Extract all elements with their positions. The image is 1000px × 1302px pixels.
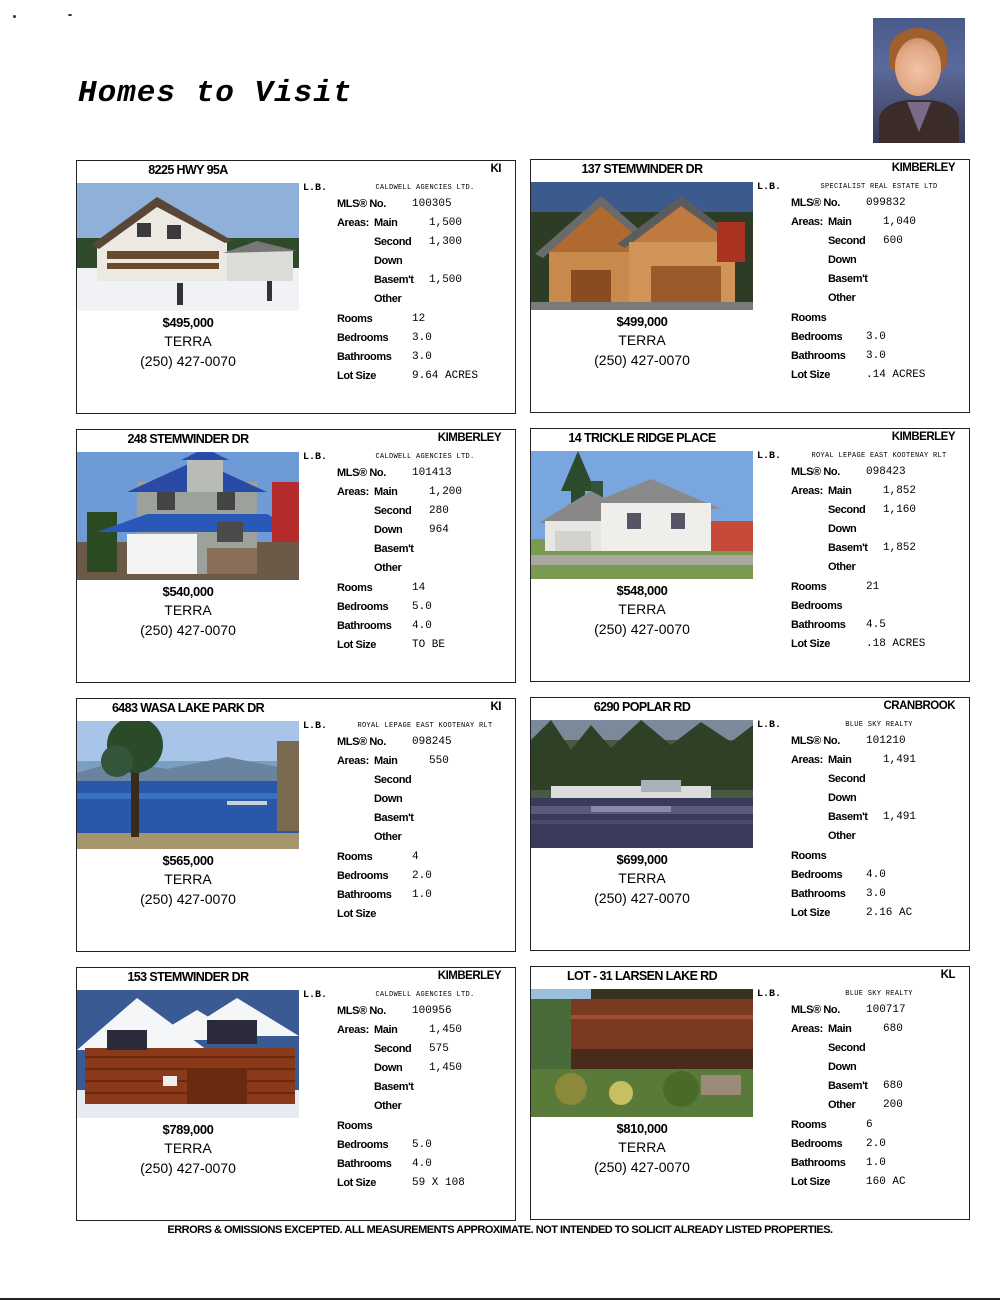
rooms-label: Rooms (791, 850, 827, 862)
bedrooms-value: 2.0 (866, 1138, 886, 1150)
mls-label: MLS® No. (791, 1004, 840, 1016)
other-label: Other (374, 293, 402, 305)
basement-value: 1,491 (883, 811, 917, 823)
mls-value: 098245 (412, 736, 452, 748)
mls-label: MLS® No. (337, 467, 386, 479)
listing-area: KIMBERLEY (891, 431, 955, 443)
listing-price: $499,000 (616, 314, 668, 329)
listing-broker-value: CALDWELL AGENCIES LTD. (375, 991, 475, 999)
second-label: Second (374, 505, 412, 517)
listing-address: 248 STEMWINDER DR (127, 432, 249, 446)
brokerage-name: TERRA (164, 602, 212, 618)
second-value: 600 (883, 235, 903, 247)
main-value: 1,491 (883, 754, 917, 766)
bathrooms-value: 4.5 (866, 619, 886, 631)
bedrooms-label: Bedrooms (791, 331, 843, 343)
second-label: Second (828, 504, 866, 516)
listing-card (76, 698, 516, 952)
bathrooms-label: Bathrooms (791, 1157, 846, 1169)
listing-address: 6483 WASA LAKE PARK DR (111, 701, 265, 715)
main-value: 1,450 (429, 1024, 463, 1036)
lot-value: 59 X 108 (412, 1177, 465, 1189)
second-value: 575 (429, 1043, 449, 1055)
listing-area: KI (490, 701, 501, 713)
listing-photo (531, 720, 753, 848)
brokerage-phone: (250) 427-0070 (140, 353, 236, 369)
listing-broker-value: CALDWELL AGENCIES LTD. (375, 453, 475, 461)
lot-value: 9.64 ACRES (412, 370, 479, 382)
mls-label: MLS® No. (337, 736, 386, 748)
listing-photo (531, 989, 753, 1117)
listing-area: KIMBERLEY (437, 970, 501, 982)
listing-broker-value: ROYAL LEPAGE EAST KOOTENAY RLT (357, 722, 493, 730)
bathrooms-label: Bathrooms (791, 350, 846, 362)
mls-value: 100305 (412, 198, 452, 210)
listing-broker-value: ROYAL LEPAGE EAST KOOTENAY RLT (811, 452, 947, 460)
main-label: Main (374, 217, 398, 229)
mls-value: 100717 (866, 1004, 906, 1016)
listing-card (530, 159, 970, 413)
rooms-value: 4 (412, 851, 419, 863)
main-value: 550 (429, 755, 449, 767)
other-label: Other (374, 562, 402, 574)
brokerage-name: TERRA (164, 871, 212, 887)
rooms-label: Rooms (337, 851, 373, 863)
bathrooms-label: Bathrooms (791, 619, 846, 631)
down-label: Down (374, 793, 403, 805)
listing-broker-label: L.B. (303, 452, 328, 463)
main-label: Main (828, 1023, 852, 1035)
second-value: 1,300 (429, 236, 463, 248)
listing-broker-label: L.B. (757, 182, 782, 193)
mls-label: MLS® No. (337, 1005, 386, 1017)
listing-broker-value: SPECIALIST REAL ESTATE LTD (820, 183, 938, 191)
listing-address: LOT - 31 LARSEN LAKE RD (566, 969, 718, 983)
lot-label: Lot Size (337, 370, 376, 382)
rooms-label: Rooms (337, 582, 373, 594)
brokerage-phone: (250) 427-0070 (594, 352, 690, 368)
listing-photo (77, 452, 299, 580)
listing-card (530, 966, 970, 1220)
lot-value: .14 ACRES (866, 369, 926, 381)
mls-value: 101413 (412, 467, 452, 479)
rooms-label: Rooms (337, 1120, 373, 1132)
bathrooms-label: Bathrooms (791, 888, 846, 900)
bedrooms-value: 4.0 (866, 869, 886, 881)
listing-photo (77, 183, 299, 311)
mls-label: MLS® No. (791, 197, 840, 209)
other-label: Other (374, 831, 402, 843)
listing-broker-label: L.B. (757, 989, 782, 1000)
other-label: Other (828, 292, 856, 304)
brokerage-name: TERRA (618, 1139, 666, 1155)
bedrooms-label: Bedrooms (791, 869, 843, 881)
mls-label: MLS® No. (337, 198, 386, 210)
mls-value: 099832 (866, 197, 906, 209)
listing-price: $565,000 (162, 853, 214, 868)
down-label: Down (374, 1062, 403, 1074)
other-value: 200 (883, 1099, 903, 1111)
listing-broker-label: L.B. (303, 721, 328, 732)
listing-broker-label: L.B. (303, 990, 328, 1001)
brokerage-name: TERRA (164, 1140, 212, 1156)
listing-address: 14 TRICKLE RIDGE PLACE (568, 431, 716, 445)
listing-photo (77, 721, 299, 849)
down-label: Down (828, 523, 857, 535)
brokerage-name: TERRA (618, 601, 666, 617)
areas-label: Areas: (337, 1024, 369, 1036)
basement-label: Basem't (828, 273, 868, 285)
down-label: Down (374, 524, 403, 536)
main-label: Main (828, 754, 852, 766)
lot-value: TO BE (412, 639, 446, 651)
second-label: Second (374, 774, 412, 786)
second-label: Second (828, 773, 866, 785)
bathrooms-label: Bathrooms (337, 1158, 392, 1170)
brokerage-name: TERRA (164, 333, 212, 349)
areas-label: Areas: (337, 755, 369, 767)
listing-area: KL (940, 969, 955, 981)
scan-speck (68, 14, 72, 16)
listing-price: $789,000 (162, 1122, 214, 1137)
listing-address: 8225 HWY 95A (148, 163, 228, 177)
down-label: Down (828, 792, 857, 804)
lot-label: Lot Size (337, 1177, 376, 1189)
listing-broker-value: CALDWELL AGENCIES LTD. (375, 184, 475, 192)
listing-address: 153 STEMWINDER DR (127, 970, 249, 984)
bathrooms-value: 3.0 (866, 350, 886, 362)
rooms-label: Rooms (337, 313, 373, 325)
mls-label: MLS® No. (791, 735, 840, 747)
bathrooms-value: 4.0 (412, 620, 432, 632)
bedrooms-value: 5.0 (412, 601, 432, 613)
basement-label: Basem't (374, 274, 414, 286)
bedrooms-label: Bedrooms (337, 601, 389, 613)
rooms-value: 21 (866, 581, 880, 593)
areas-label: Areas: (791, 485, 823, 497)
mls-value: 098423 (866, 466, 906, 478)
lot-label: Lot Size (337, 639, 376, 651)
mls-label: MLS® No. (791, 466, 840, 478)
rooms-label: Rooms (791, 1119, 827, 1131)
second-value: 1,160 (883, 504, 917, 516)
brokerage-phone: (250) 427-0070 (594, 1159, 690, 1175)
brokerage-phone: (250) 427-0070 (594, 890, 690, 906)
listing-price: $495,000 (162, 315, 214, 330)
bedrooms-value: 3.0 (412, 332, 432, 344)
down-label: Down (828, 1061, 857, 1073)
bathrooms-value: 3.0 (412, 351, 432, 363)
main-label: Main (374, 755, 398, 767)
bathrooms-label: Bathrooms (337, 620, 392, 632)
second-value: 280 (429, 505, 449, 517)
brokerage-name: TERRA (618, 332, 666, 348)
rooms-label: Rooms (791, 581, 827, 593)
areas-label: Areas: (791, 754, 823, 766)
basement-label: Basem't (374, 543, 414, 555)
lot-label: Lot Size (791, 1176, 830, 1188)
lot-label: Lot Size (791, 638, 830, 650)
basement-label: Basem't (828, 1080, 868, 1092)
listing-photo (531, 451, 753, 579)
lot-label: Lot Size (791, 369, 830, 381)
listing-price: $810,000 (616, 1121, 668, 1136)
main-value: 1,852 (883, 485, 917, 497)
rooms-value: 12 (412, 313, 426, 325)
listing-card (76, 429, 516, 683)
bedrooms-label: Bedrooms (337, 1139, 389, 1151)
bedrooms-label: Bedrooms (337, 332, 389, 344)
brokerage-phone: (250) 427-0070 (594, 621, 690, 637)
second-label: Second (828, 235, 866, 247)
rooms-value: 6 (866, 1119, 873, 1131)
listing-photo (77, 990, 299, 1118)
listing-card (530, 697, 970, 951)
brokerage-phone: (250) 427-0070 (140, 622, 236, 638)
listing-area: CRANBROOK (883, 700, 955, 712)
listing-broker-label: L.B. (303, 183, 328, 194)
main-label: Main (374, 486, 398, 498)
bedrooms-label: Bedrooms (791, 600, 843, 612)
lot-value: .18 ACRES (866, 638, 926, 650)
listing-card (530, 428, 970, 682)
other-label: Other (828, 1099, 856, 1111)
brokerage-phone: (250) 427-0070 (140, 1160, 236, 1176)
down-label: Down (374, 255, 403, 267)
other-label: Other (828, 830, 856, 842)
listing-price: $548,000 (616, 583, 668, 598)
listing-broker-value: BLUE SKY REALTY (845, 990, 913, 998)
main-value: 1,200 (429, 486, 463, 498)
basement-value: 1,500 (429, 274, 463, 286)
listing-card (76, 967, 516, 1221)
mls-value: 101210 (866, 735, 906, 747)
bedrooms-value: 3.0 (866, 331, 886, 343)
bedrooms-value: 2.0 (412, 870, 432, 882)
other-label: Other (828, 561, 856, 573)
basement-value: 1,852 (883, 542, 917, 554)
main-value: 1,040 (883, 216, 917, 228)
listing-photo (531, 182, 753, 310)
listing-broker-value: BLUE SKY REALTY (845, 721, 913, 729)
listing-area: KIMBERLEY (437, 432, 501, 444)
disclaimer: ERRORS & OMISSIONS EXCEPTED. ALL MEASUREMENTS APPROXIMATE. NOT INTENDED TO SOLICIT ALREADY LISTED PROPERTIES. (167, 1224, 833, 1236)
main-value: 680 (883, 1023, 903, 1035)
main-label: Main (828, 216, 852, 228)
bathrooms-value: 3.0 (866, 888, 886, 900)
bathrooms-label: Bathrooms (337, 889, 392, 901)
second-label: Second (828, 1042, 866, 1054)
other-label: Other (374, 1100, 402, 1112)
bottom-rule (0, 1298, 1000, 1300)
areas-label: Areas: (791, 216, 823, 228)
bathrooms-value: 1.0 (412, 889, 432, 901)
main-label: Main (374, 1024, 398, 1036)
listing-broker-label: L.B. (757, 451, 782, 462)
brokerage-phone: (250) 427-0070 (140, 891, 236, 907)
second-label: Second (374, 1043, 412, 1055)
basement-label: Basem't (374, 812, 414, 824)
bathrooms-label: Bathrooms (337, 351, 392, 363)
page-title: Homes to Visit (78, 76, 353, 111)
listing-address: 137 STEMWINDER DR (581, 162, 703, 176)
rooms-value: 14 (412, 582, 426, 594)
listing-area: KIMBERLEY (891, 162, 955, 174)
bedrooms-label: Bedrooms (791, 1138, 843, 1150)
listing-area: KI (490, 163, 501, 175)
basement-label: Basem't (828, 542, 868, 554)
bedrooms-label: Bedrooms (337, 870, 389, 882)
main-label: Main (828, 485, 852, 497)
areas-label: Areas: (791, 1023, 823, 1035)
listing-broker-label: L.B. (757, 720, 782, 731)
down-value: 1,450 (429, 1062, 463, 1074)
lot-label: Lot Size (791, 907, 830, 919)
scan-speck (13, 15, 16, 18)
down-label: Down (828, 254, 857, 266)
brokerage-name: TERRA (618, 870, 666, 886)
listing-card (76, 160, 516, 414)
second-label: Second (374, 236, 412, 248)
lot-value: 2.16 AC (866, 907, 913, 919)
listing-price: $540,000 (162, 584, 214, 599)
lot-value: 160 AC (866, 1176, 906, 1188)
basement-label: Basem't (374, 1081, 414, 1093)
mls-value: 100956 (412, 1005, 452, 1017)
main-value: 1,500 (429, 217, 463, 229)
agent-photo (873, 18, 965, 143)
listing-address: 6290 POPLAR RD (593, 700, 691, 714)
lot-label: Lot Size (337, 908, 376, 920)
bathrooms-value: 4.0 (412, 1158, 432, 1170)
listing-price: $699,000 (616, 852, 668, 867)
bedrooms-value: 5.0 (412, 1139, 432, 1151)
down-value: 964 (429, 524, 449, 536)
bathrooms-value: 1.0 (866, 1157, 886, 1169)
basement-label: Basem't (828, 811, 868, 823)
basement-value: 680 (883, 1080, 903, 1092)
areas-label: Areas: (337, 217, 369, 229)
areas-label: Areas: (337, 486, 369, 498)
rooms-label: Rooms (791, 312, 827, 324)
